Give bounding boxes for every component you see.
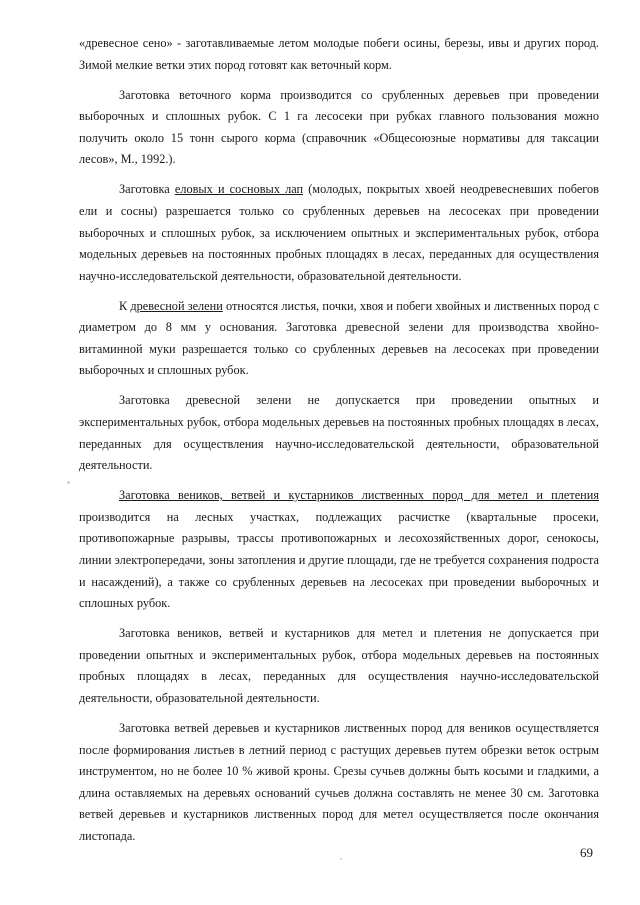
paragraph-1 — [79, 33, 599, 76]
paragraph-text: К — [119, 298, 131, 313]
scan-speck — [340, 858, 342, 860]
paragraph-text: (молодых, покрытых хвоей неодревесневших побегов ели и сосны) разрешается только со срубленных деревьев на лесосеках при проведении выборочных и сплошных рубок, за исключением опытных и экспериментальных рубок, отбора модельных деревьев на постоянных пробных площадях в лесах, переданных для осуществления научно-исследовательской деятельности, образовательной деятельности. — [79, 182, 599, 283]
paragraph-4 — [79, 296, 599, 382]
paragraph-text: Заготовка — [119, 182, 175, 197]
underlined-term: еловых и сосновых лап — [174, 182, 304, 197]
scan-speck — [67, 481, 70, 484]
paragraph-8 — [79, 718, 599, 848]
paragraph-6 — [79, 485, 599, 615]
paragraph-text: относятся листья, почки, хвоя и побеги хвойных и лиственных пород с диаметром до 8 мм у основания. Заготовка древесной зелени для производства хвойно-витаминной муки разрешается только со срубленных деревьев на лесосеках при проведении выборочных и сплошных рубок. — [79, 298, 600, 378]
paragraph-text: Заготовка веников, ветвей и кустарников для метел и плетения не допускается при проведении опытных и экспериментальных рубок, отбора модельных деревьев на постоянных пробных площадях в лесах, переданных для осуществления научно-исследовательской деятельности, образовательной деятельности. — [79, 626, 599, 705]
paragraph-text: Заготовка ветвей деревьев и кустарников лиственных пород для веников осуществляется после формирования листьев в летний период с растущих деревьев путем обрезки веток острым инструментом, но не более 10 % живой кроны. Срезы сучьев должны быть косыми и гладкими, а длина оставляемых на деревьях оснований сучьев должна составлять не менее 30 см. Заготовка ветвей деревьев и кустарников лиственных пород для метел осуществляется после окончания листопада. — [79, 720, 599, 843]
underlined-term: древесной зелени — [130, 298, 223, 313]
paragraph-7 — [79, 623, 599, 709]
paragraph-text: производится на лесных участках, подлежащих расчистке (квартальные просеки, противопожарные разрывы, трассы противопожарных и лесохозяйственных дорог, сенокосы, линии электропередачи, зоны затопления и другие площади, где не требуется сохранения подроста и насаждений), а также со срубленных деревьев на лесосеках при проведении выборочных и сплошных рубок. — [79, 509, 599, 611]
paragraph-text: «древесное сено» - заготавливаемые летом молодые побеги осины, березы, ивы и других пород. Зимой мелкие ветки этих пород готовят как веточный корм. — [79, 36, 599, 72]
paragraph-5 — [79, 390, 599, 476]
paragraph-3 — [79, 179, 599, 287]
page-number: 69 — [580, 845, 593, 860]
paragraph-text: Заготовка древесной зелени не допускается при проведении опытных и экспериментальных рубок, отбора модельных деревьев на постоянных пробных площадях в лесах, переданных для осуществления научно-исследовательской деятельности, образовательной деятельности. — [79, 393, 599, 473]
underlined-term: Заготовка веников, ветвей и кустарников лиственных пород для метел и плетения — [119, 488, 599, 503]
body-text — [79, 33, 599, 856]
paragraph-text: Заготовка веточного корма производится со срубленных деревьев при проведении выборочных и сплошных рубок. С 1 га лесосеки при рубках главного пользования можно получить около 15 тонн сырого корма (справочник «Общесоюзные нормативы для таксации лесов», М., 1992.). — [79, 87, 599, 167]
paragraph-2 — [79, 85, 599, 171]
